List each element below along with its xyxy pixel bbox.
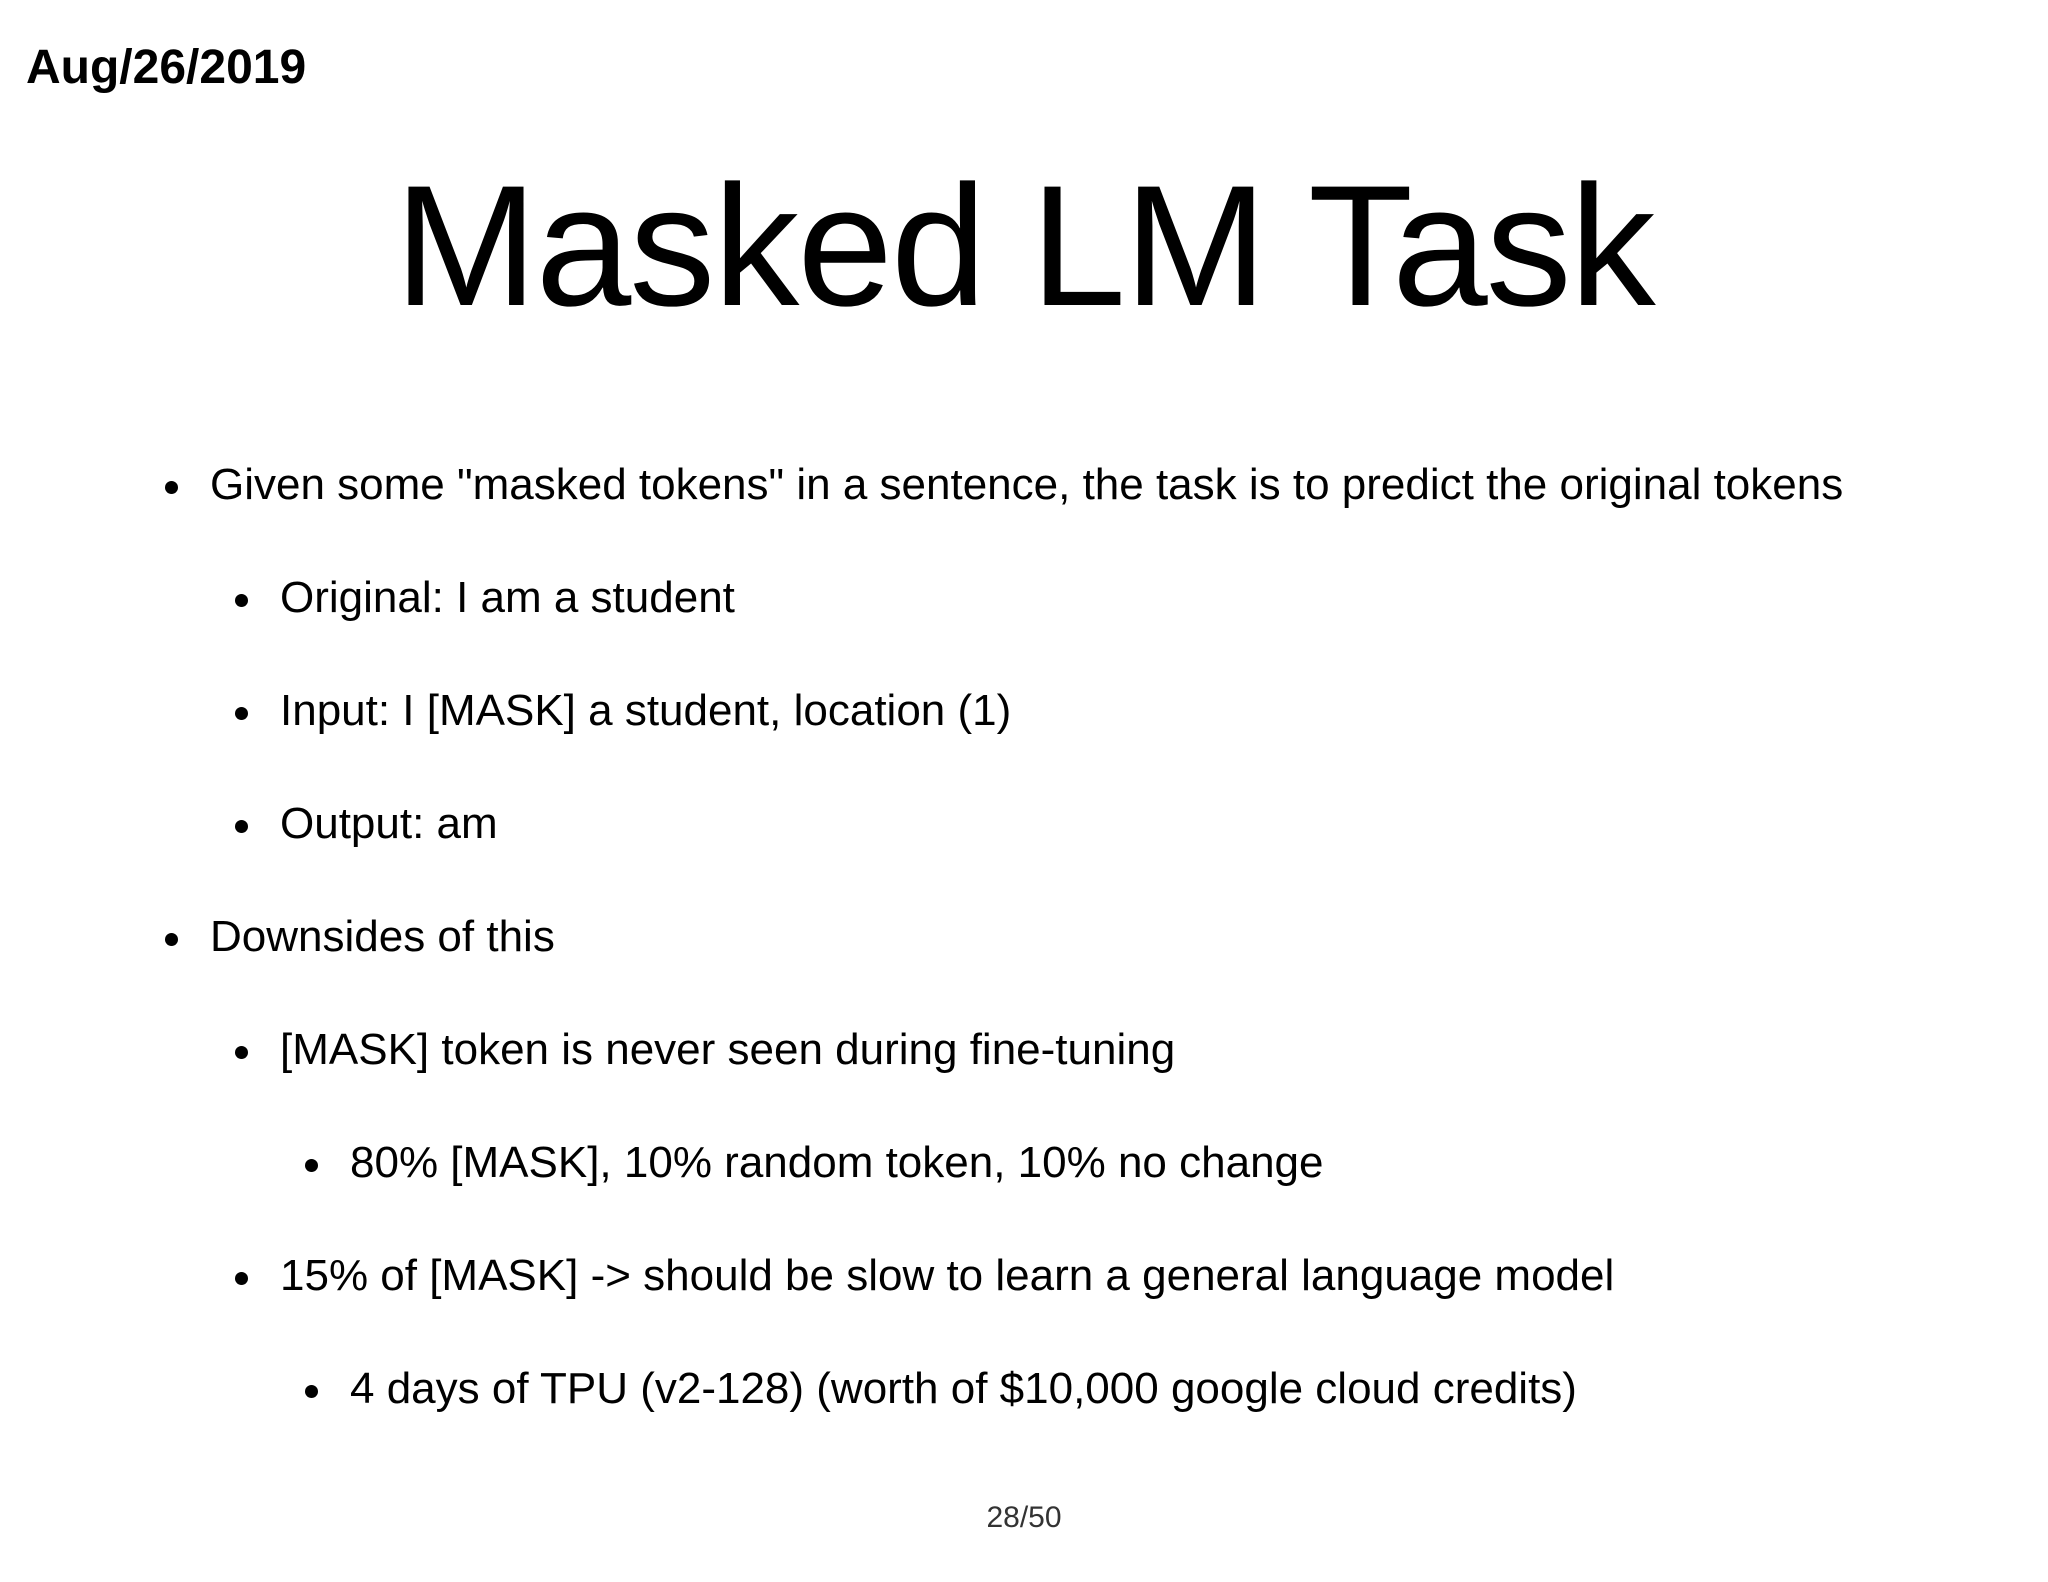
bullet-dot-icon [235, 594, 248, 607]
bullet-dot-icon [235, 1046, 248, 1059]
bullet-text: Given some "masked tokens" in a sentence, the task is to predict the original tokens [210, 460, 1844, 509]
slide-title: Masked LM Task [394, 150, 1654, 342]
bullet-dot-icon [235, 820, 248, 833]
bullet-dot-icon [305, 1159, 318, 1172]
bullet-text: Downsides of this [210, 912, 555, 961]
page-number: 28/50 [986, 1501, 1062, 1534]
bullet-item [280, 1025, 1176, 1074]
bullet-item [280, 1251, 1615, 1300]
bullet-text: Original: I am a student [280, 573, 735, 622]
bullet-item [280, 799, 498, 848]
bullet-text: [MASK] token is never seen during fine-tuning [280, 1025, 1176, 1074]
bullet-item [210, 912, 555, 961]
bullet-item [350, 1364, 1577, 1413]
bullet-dot-icon [165, 933, 178, 946]
bullet-item [280, 573, 735, 622]
bullet-dot-icon [305, 1385, 318, 1398]
bullet-dot-icon [235, 1272, 248, 1285]
bullet-dot-icon [235, 707, 248, 720]
bullet-text: 4 days of TPU (v2-128) (worth of $10,000 google cloud credits) [350, 1364, 1577, 1413]
bullet-item [280, 686, 1012, 735]
bullet-text: 80% [MASK], 10% random token, 10% no change [350, 1138, 1324, 1187]
bullet-text: Output: am [280, 799, 498, 848]
bullet-text: 15% of [MASK] -> should be slow to learn a general language model [280, 1251, 1615, 1300]
bullet-item [350, 1138, 1324, 1187]
bullet-dot-icon [165, 481, 178, 494]
bullet-item [210, 460, 1844, 509]
bullet-text: Input: I [MASK] a student, location (1) [280, 686, 1012, 735]
date-label: Aug/26/2019 [26, 41, 307, 94]
